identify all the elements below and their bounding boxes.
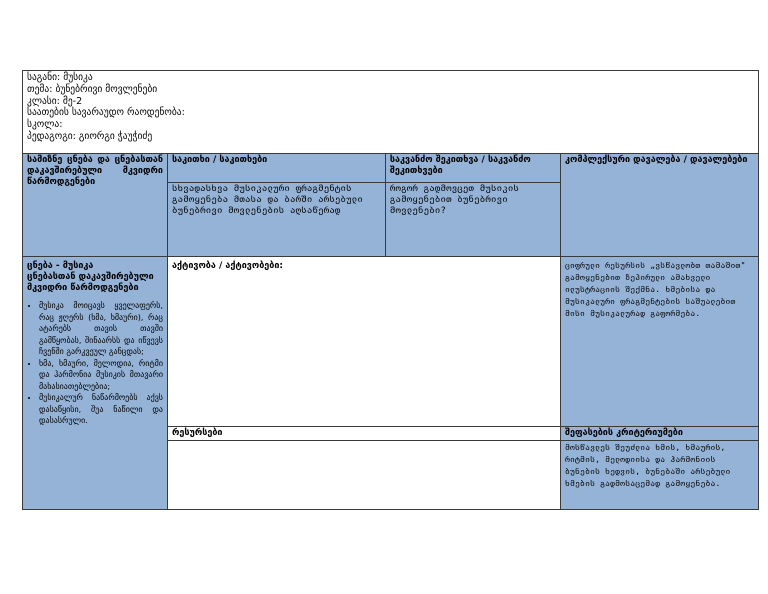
concept-bullets bbox=[27, 300, 163, 427]
complex-task-header: კომპლექსური დავალება / დავალებები bbox=[561, 154, 759, 257]
concept-bullet-item: • მუსიკალურ ნაწარმოებს აქვს დასაწყისი, შუა ნაწილი და დასასრული. bbox=[39, 392, 163, 427]
concept-bullet-item: • ხმა, ხმაური, მელოდია, რიტმი და ჰარმონია მუსიკის მთავარი მახასიათებლებია; bbox=[39, 358, 163, 393]
teacher-line: პედაგოგი: გიორგი ჭაუჭიძე bbox=[27, 130, 153, 142]
issue-question-block bbox=[168, 154, 561, 257]
theme-line: თემა: ბუნებრივი მოვლენები bbox=[27, 83, 158, 95]
header-info-cell bbox=[23, 71, 759, 154]
issues-header: საკითხი / საკითხები bbox=[168, 154, 385, 182]
concept-cell bbox=[23, 257, 168, 510]
issue-text: სხვადასხვა მუსიკალური ფრაგმენტის გამოყენება მთასა და ბარში არსებული ბუნებრივი მოვლენების აღსაწერად bbox=[168, 182, 385, 256]
resources-label: რესურსები bbox=[168, 427, 560, 441]
lesson-plan-table bbox=[22, 70, 759, 510]
concept-bullet-item: • მუსიკა მოიცავს ყველაფერს, რაც ჟღერს (ხმა, ხმაური), რაც ატარებს თავის თავში გამწყობას, შინაარსს და იწვევს ჩვენში გარკვეულ განცდას; bbox=[39, 300, 163, 358]
activities-cell bbox=[168, 257, 561, 427]
resources-cell bbox=[168, 427, 561, 510]
concept-subtitle: ცნებასთან დაკავშირებული მკვიდრი წარმოდგენები bbox=[27, 272, 154, 293]
complex-task-text: ციფრული რესურსის „ვსწავლობთ თამაშით" გამოყენებით ზეპირული ამახველი ილუსტრაციის შექმნა. ხმებისა და მუსიკალური ფრაგმენტების საშუალებით მისი მუსიკალურად გაფორმება. bbox=[565, 261, 746, 318]
complex-task-cell bbox=[561, 257, 759, 427]
activities-label: აქტივობა / აქტივობები: bbox=[172, 261, 284, 271]
key-questions-header: საკვანძო შეკითხვა / საკვანძო შეკითხვები bbox=[385, 154, 560, 182]
issue-question-subgrid bbox=[168, 154, 560, 256]
concept-title: ცნება - მუსიკა bbox=[27, 261, 94, 271]
criteria-label: შეფასების კრიტერიუმები bbox=[561, 427, 758, 441]
school-line: სკოლა: bbox=[27, 119, 63, 131]
subject-line: საგანი: მუსიკა bbox=[27, 72, 93, 83]
grade-line: კლასი: მე-2 bbox=[27, 95, 83, 107]
hours-line: საათების სავარაუდო რაოდენობა: bbox=[27, 107, 185, 119]
criteria-cell bbox=[561, 427, 759, 510]
target-concept-header: სამიზნე ცნება და ცნებასთან დაკავშირებული მკვიდრი წარმოდგენები bbox=[23, 154, 168, 257]
key-question-text: როგორ გადმოვცეთ მუსიკის გამოყენებით ბუნებრივი მოვლენები? bbox=[385, 182, 560, 256]
criteria-text: მოსწავლეს შეუძლია ხმის, ხმაურის, რიტმის, მელოდიისა და ჰარმონიის ბუნების ხედვის, ბუნებაში არსებული ხმების გადმოსაცემად გამოყენება. bbox=[565, 443, 731, 488]
